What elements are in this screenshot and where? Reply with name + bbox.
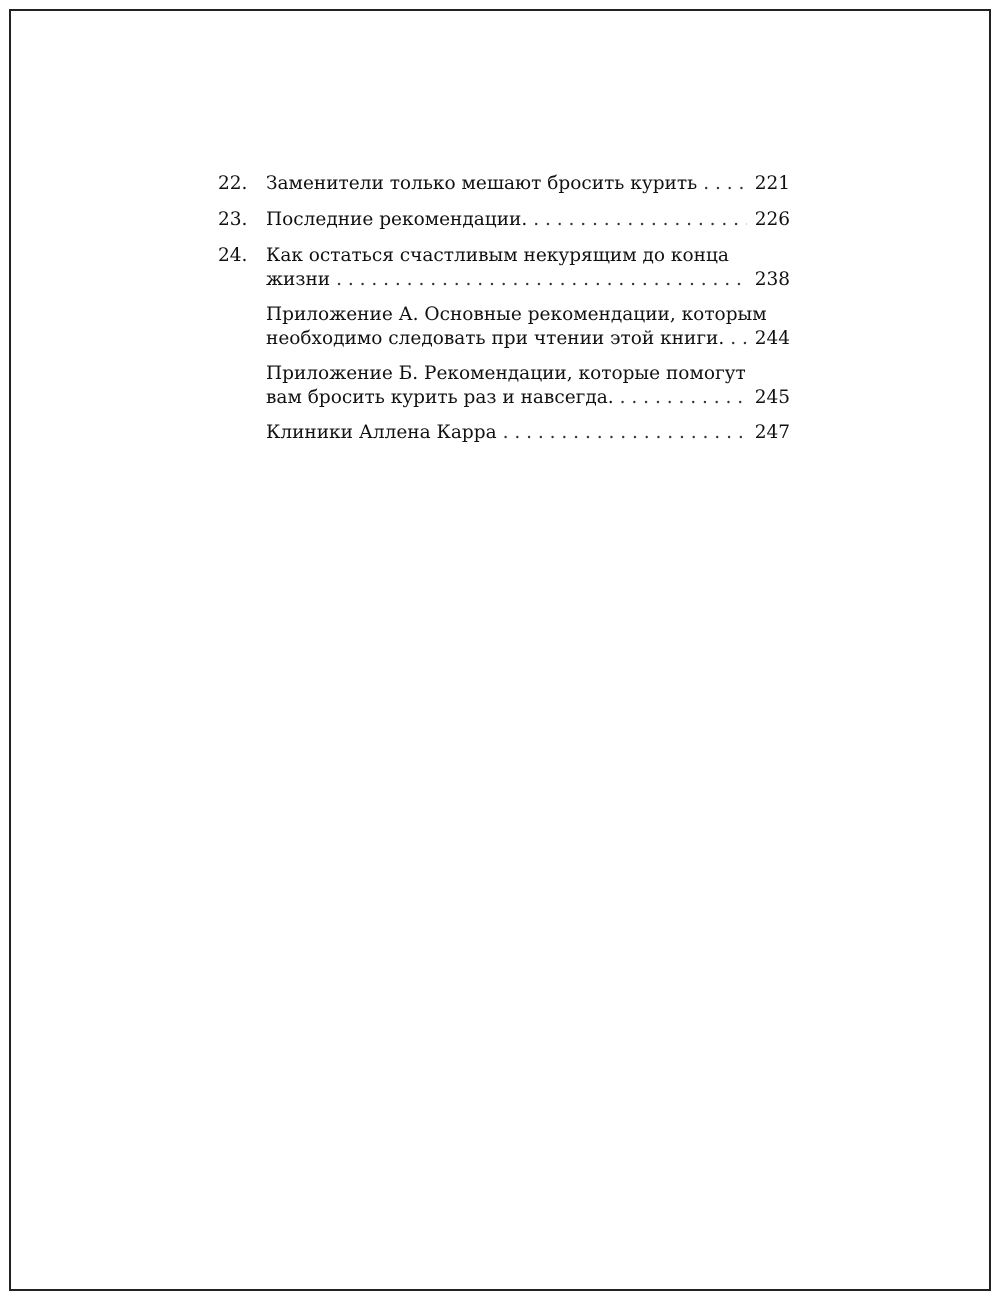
toc-entry-title: Заменители только мешают бросить курить: [266, 173, 698, 194]
toc-entry-page: 245: [754, 387, 790, 408]
toc-entry-title-line1: Приложение Б. Рекомендации, которые помогут: [266, 363, 746, 384]
toc-entry-24[interactable]: [218, 244, 790, 292]
toc-entry-page: 247: [754, 422, 790, 443]
toc-entry-title-line1: Приложение А. Основные рекомендации, которым: [266, 304, 767, 325]
toc-entry-page: 226: [754, 209, 790, 230]
toc-entry-title-line2: необходимо следовать при чтении этой книги.: [266, 328, 725, 349]
table-of-contents: [218, 172, 790, 457]
dot-leader: [533, 208, 746, 232]
toc-entry-page: 238: [754, 269, 790, 290]
dot-leader: [730, 327, 746, 351]
toc-entry-title-line2: жизни: [266, 269, 331, 290]
toc-entry-number: 22.: [218, 173, 248, 194]
toc-entry-page: 221: [754, 173, 790, 194]
toc-entry-number: 23.: [218, 209, 248, 230]
toc-entry-title-line1: Как остаться счастливым некурящим до конца: [266, 245, 729, 266]
toc-entry-appendix-a[interactable]: [218, 303, 790, 351]
toc-entry-title: Клиники Аллена Карра: [266, 422, 497, 443]
toc-entry-appendix-b[interactable]: [218, 362, 790, 410]
dot-leader: [703, 172, 746, 196]
toc-entry-23[interactable]: [218, 208, 790, 232]
toc-entry-page: 244: [754, 328, 790, 349]
toc-entry-title: Последние рекомендации.: [266, 209, 528, 230]
toc-entry-title-line2: вам бросить курить раз и навсегда.: [266, 387, 614, 408]
dot-leader: [620, 386, 747, 410]
toc-entry-number: 24.: [218, 245, 248, 266]
toc-entry-clinics[interactable]: [218, 421, 790, 445]
dot-leader: [503, 421, 747, 445]
dot-leader: [336, 268, 747, 292]
toc-entry-22[interactable]: [218, 172, 790, 196]
